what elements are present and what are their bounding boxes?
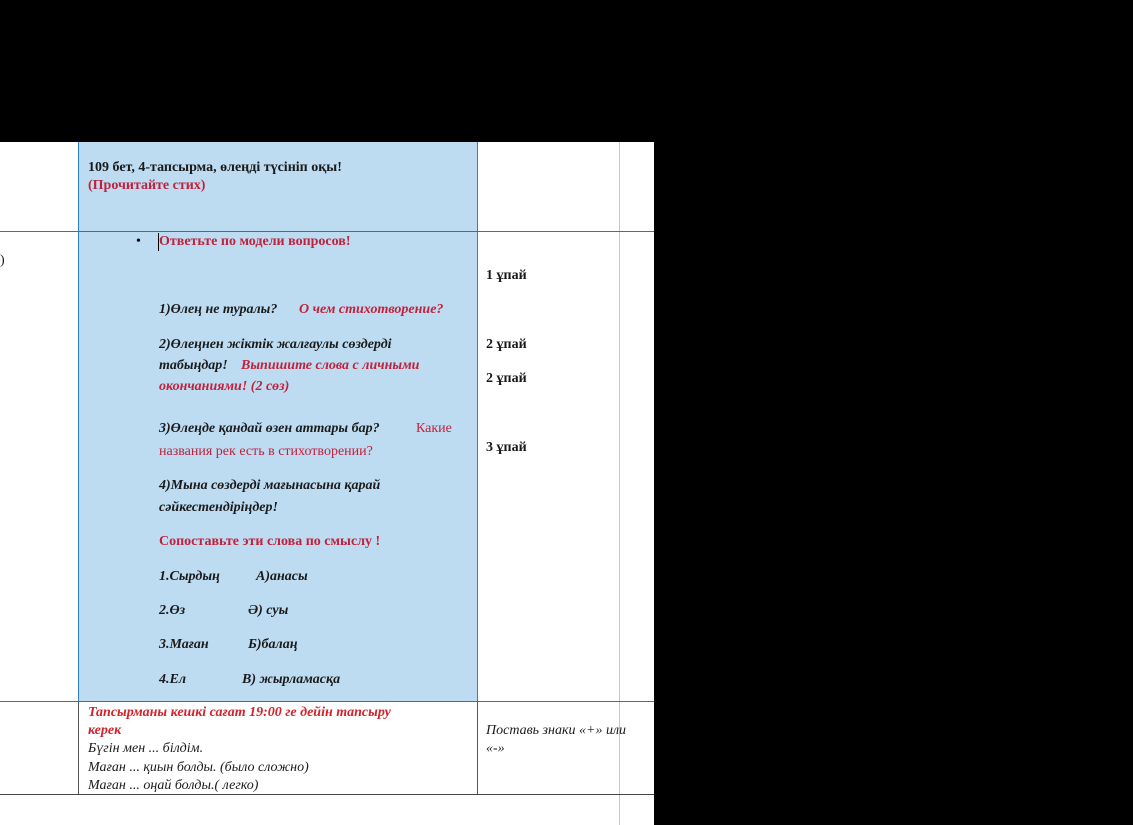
question-1-ru: О чем стихотворение? [299, 302, 444, 317]
deadline-line-2: керек [88, 723, 122, 738]
question-3-kz: 3)Өлеңде қандай өзен аттары бар? [159, 421, 380, 436]
match-left-3: 3.Маған [159, 637, 209, 652]
points-1: 1 ұпай [486, 268, 527, 283]
question-3-ru-2: названия рек есть в стихотворении? [159, 444, 373, 459]
match-right-4: В) жырламасқа [242, 672, 341, 687]
reflection-line-1: Бүгін мен ... білдім. [88, 741, 204, 756]
points-4: 3 ұпай [486, 440, 527, 455]
match-right-1: А)анасы [256, 569, 308, 584]
task-title: 109 бет, 4-тапсырма, өлеңді түсініп оқы! [88, 160, 342, 175]
questions-heading: Ответьте по модели вопросов! [159, 234, 351, 249]
match-right-3: Б)балаң [248, 637, 298, 652]
document-page [0, 142, 654, 825]
deadline-line-1: Тапсырманы кешкі сағат 19:00 ге дейін тапсыру [88, 705, 391, 720]
question-2-line-3: окончаниями! (2 сөз) [159, 379, 290, 394]
match-left-2: 2.Өз [159, 603, 186, 618]
bullet-icon: • [136, 234, 141, 249]
points-3: 2 ұпай [486, 371, 527, 386]
blue-right-border [477, 142, 478, 701]
question-2-line-1: 2)Өлеңнен жіктік жалғаулы сөздерді [159, 337, 392, 352]
match-left-1: 1.Сырдың [159, 569, 220, 584]
row-divider-1 [0, 231, 654, 232]
row-divider-2 [0, 701, 654, 702]
column-border-middle [477, 701, 478, 795]
question-2-line-2-kz: табыңдар! [159, 358, 228, 373]
points-2: 2 ұпай [486, 337, 527, 352]
question-3-ru-1: Какие [416, 421, 452, 436]
task-subtitle: (Прочитайте стих) [88, 178, 206, 193]
match-left-4: 4.Ел [159, 672, 187, 687]
question-4-line-2: сәйкестендіріңдер! [159, 500, 278, 515]
column-border-left [78, 701, 79, 795]
marks-note-line-1: Поставь знаки «+» или [486, 723, 627, 738]
question-4-line-1: 4)Мына сөздерді мағынасына қарай [159, 478, 381, 493]
question-4-ru: Сопоставьте эти слова по смыслу ! [159, 534, 381, 549]
left-column-fragment: ) [0, 253, 5, 268]
reflection-line-3: Маған ... оңай болды.( легко) [88, 778, 259, 793]
marks-note-line-2: «-» [486, 741, 505, 756]
match-right-2: Ә) суы [248, 603, 289, 618]
reflection-line-2: Маған ... қиын болды. (было сложно) [88, 760, 309, 775]
blue-left-border [78, 142, 79, 701]
question-2-line-2-ru: Выпишите слова с личными [241, 358, 420, 373]
question-1-kz: 1)Өлең не туралы? [159, 302, 278, 317]
